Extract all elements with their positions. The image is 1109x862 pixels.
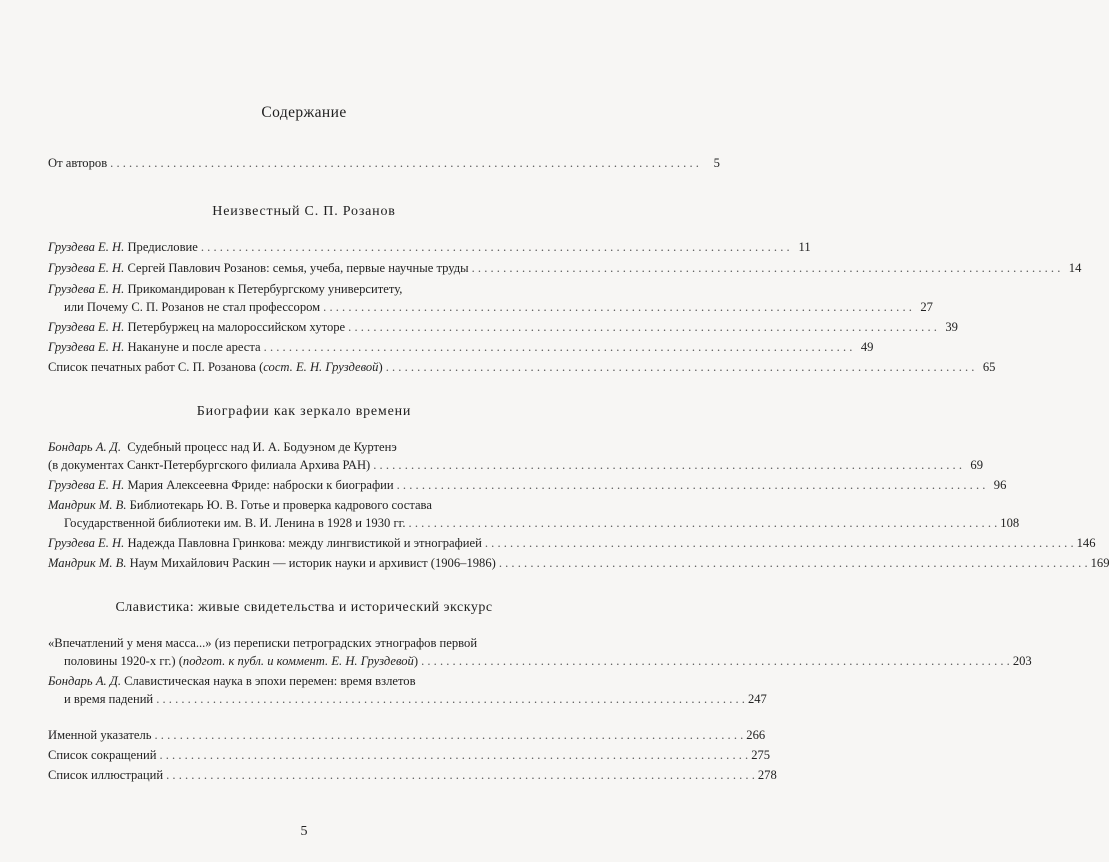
entry-page: 96 [993, 478, 1007, 492]
entry-page: 203 [1012, 654, 1032, 668]
entry-author: Мандрик М. В. [48, 498, 127, 512]
toc-entry [48, 238, 811, 256]
section-heading-2: Биографии как зеркало времени [196, 404, 412, 419]
entry-page: 247 [747, 692, 767, 706]
leader-dots [156, 690, 745, 708]
entry-author: Груздева Е. Н. [48, 478, 125, 492]
leader-dots [472, 259, 1061, 277]
entry-author: Груздева Е. Н. [48, 320, 125, 334]
toc-entry [48, 554, 1109, 572]
toc-entry [48, 634, 1032, 670]
entry-author: Груздева Е. Н. [48, 536, 125, 550]
toc-entry-index [48, 726, 766, 744]
leader-dots [155, 726, 744, 744]
entry-title: Сергей Павлович Розанов: семья, учеба, первые научные труды [127, 261, 469, 275]
entry-label: От авторов [48, 156, 108, 170]
toc-entry [48, 318, 958, 336]
entry-page: 39 [945, 320, 958, 334]
entry-author: Груздева Е. Н. [48, 240, 125, 254]
entry-title: Библиотекарь Ю. В. Готье и проверка кадрового состава [129, 498, 432, 512]
entry-title-cont: или Почему С. П. Розанов не стал профессором [64, 300, 321, 314]
entry-title: Славистическая наука в эпохи перемен: время взлетов [124, 674, 416, 688]
entry-title-tail: ) [413, 654, 419, 668]
leader-dots [110, 154, 699, 172]
entry-author: Мандрик М. В. [48, 556, 127, 570]
entry-page: 275 [751, 748, 771, 762]
page-number: 5 [300, 824, 308, 839]
entry-author: Груздева Е. Н. [48, 261, 125, 275]
entry-label: Именной указатель [48, 728, 152, 742]
entry-title: Надежда Павловна Гринкова: между лингвистикой и этнографией [127, 536, 482, 550]
entry-page: 69 [970, 458, 983, 472]
toc-entry [48, 476, 1007, 494]
toc-entry [48, 259, 1082, 277]
entry-compiler: сост. Е. Н. Груздевой [263, 360, 379, 374]
leader-dots [201, 238, 790, 256]
entry-title: Петербуржец на малороссийском хуторе [127, 320, 346, 334]
toc-entry [48, 672, 767, 708]
toc-entry-front [48, 154, 720, 172]
entry-title: Список печатных работ С. П. Розанова ( [48, 360, 264, 374]
toc-entry [48, 280, 933, 316]
leader-dots [397, 476, 986, 494]
toc-entry [48, 438, 983, 474]
entry-title-cont: половины 1920-х гг.) ( [64, 654, 183, 668]
leader-dots [421, 652, 1010, 670]
entry-title-tail: ) [378, 360, 383, 374]
entry-editor: подгот. к публ. и коммент. Е. Н. Груздевой [182, 654, 414, 668]
entry-author: Груздева Е. Н. [48, 340, 125, 354]
entry-label: Список сокращений [48, 748, 157, 762]
entry-title: Мария Алексеевна Фриде: наброски к биографии [127, 478, 394, 492]
entry-page: 11 [798, 240, 811, 254]
entry-page: 169 [1090, 556, 1109, 570]
leader-dots [264, 338, 853, 356]
entry-page: 49 [860, 340, 874, 354]
entry-title: Прикомандирован к Петербургскому университету, [127, 282, 403, 296]
leader-dots [323, 298, 912, 316]
entry-author: Бондарь А. Д. [48, 440, 121, 454]
toc-entry [48, 534, 1096, 552]
entry-title: Накануне и после ареста [127, 340, 261, 354]
entry-title-cont: и время падений [64, 692, 154, 706]
entry-author: Бондарь А. Д. [48, 674, 121, 688]
toc-entry [48, 358, 996, 376]
entry-title-cont: Государственной библиотеки им. В. И. Ленина в 1928 и 1930 гг. [64, 516, 406, 530]
section-heading-3: Славистика: живые свидетельства и исторический экскурс [115, 600, 493, 615]
toc-entry [48, 338, 874, 356]
entry-title: Судебный процесс над И. А. Бодуэном де Куртенэ [127, 440, 397, 454]
entry-page: 146 [1076, 536, 1096, 550]
leader-dots [373, 456, 962, 474]
entry-label: Список иллюстраций [48, 768, 164, 782]
entry-title: Наум Михайлович Раскин — историк науки и архивист (1906–1986) [129, 556, 496, 570]
page-title: Содержание [261, 104, 347, 121]
entry-page: 278 [757, 768, 777, 782]
entry-title-cont: (в документах Санкт-Петербургского филиала Архива РАН) [48, 458, 371, 472]
entry-author: Груздева Е. Н. [48, 282, 125, 296]
leader-dots [499, 554, 1088, 572]
leader-dots [485, 534, 1074, 552]
leader-dots [386, 358, 975, 376]
leader-dots [409, 514, 998, 532]
section-heading-1: Неизвестный С. П. Розанов [212, 204, 396, 219]
entry-page: 14 [1068, 261, 1082, 275]
leader-dots [166, 766, 755, 784]
entry-page: 5 [713, 156, 720, 170]
leader-dots [348, 318, 937, 336]
toc-entry [48, 496, 1020, 532]
toc-entry-illustrations [48, 766, 777, 784]
toc-entry-abbreviations [48, 746, 771, 764]
entry-title: «Впечатлений у меня масса...» (из переписки петроградских этнографов первой [48, 636, 478, 650]
entry-page: 65 [982, 360, 996, 374]
entry-title: Предисловие [127, 240, 198, 254]
entry-page: 266 [746, 728, 766, 742]
leader-dots [159, 746, 748, 764]
entry-page: 27 [920, 300, 933, 314]
entry-page: 108 [1000, 516, 1020, 530]
